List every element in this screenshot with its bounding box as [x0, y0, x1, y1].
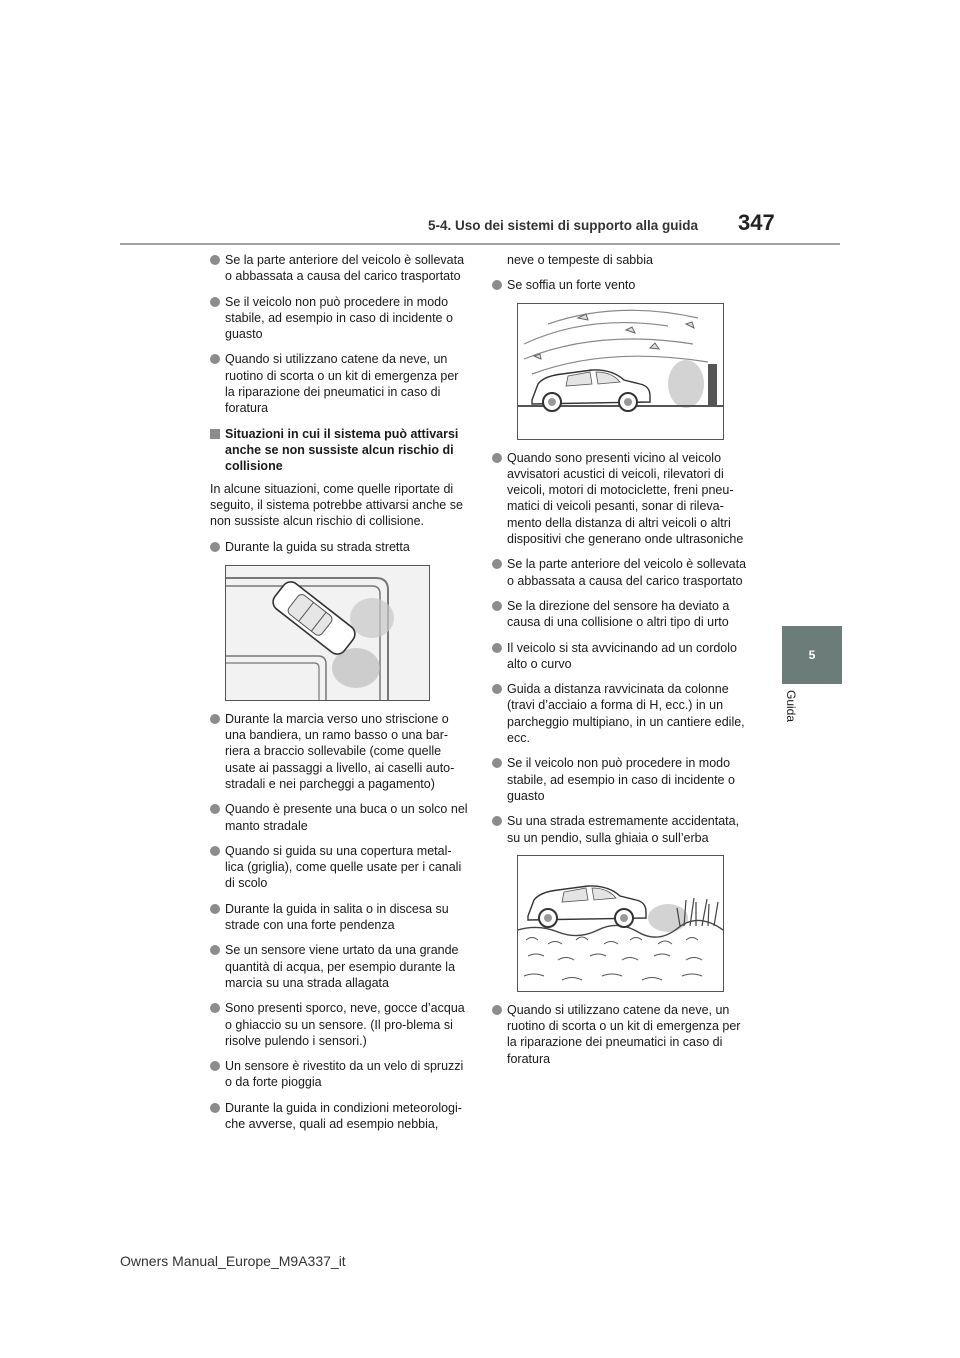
bullet-icon — [492, 559, 502, 569]
page-number: 347 — [738, 210, 775, 235]
strong-wind-illustration — [517, 303, 724, 440]
bullet-item: Sono presenti sporco, neve, gocce d’acqua o ghiaccio su un sensore. (Il pro-blema si risolve pulendo i sensori.) — [210, 1000, 468, 1049]
bullet-item: Il veicolo si sta avvicinando ad un cordolo alto o curvo — [492, 640, 750, 673]
bullet-item: Durante la guida in condizioni meteorologi-che avverse, quali ad esempio nebbia, — [210, 1100, 468, 1133]
bullet-icon — [210, 846, 220, 856]
bullet-icon — [210, 1061, 220, 1071]
footer-text: Owners Manual_Europe_M9A337_it — [120, 1253, 346, 1269]
right-column — [492, 252, 750, 1076]
bullet-icon — [492, 280, 502, 290]
bullet-item: Quando si utilizzano catene da neve, un ruotino di scorta o un kit di emergenza per la riparazione dei pneumatici in caso di foratura — [492, 1002, 750, 1067]
chapter-label-text: Guida — [784, 690, 798, 723]
bullet-item: Se la parte anteriore del veicolo è sollevata o abbassata a causa del carico trasportato — [492, 556, 750, 589]
bullet-icon — [210, 714, 220, 724]
bullet-icon — [210, 1103, 220, 1113]
bullet-item: Se un sensore viene urtato da una grande quantità di acqua, per esempio durante la marcia su una strada allagata — [210, 942, 468, 991]
bullet-icon — [492, 1005, 502, 1015]
bullet-item: Guida a distanza ravvicinata da colonne (travi d’acciaio a forma di H, ecc.) in un parcheggio multipiano, in un cantiere edile, ecc. — [492, 681, 750, 746]
bullet-item: Durante la guida in salita o in discesa su strade con una forte pendenza — [210, 901, 468, 934]
bullet-item: Durante la marcia verso uno striscione o una bandiera, un ramo basso o una bar-riera a braccio sollevabile (come quelle usate ai passaggi a livello, ai caselli auto-stradali e nei parcheggi a pagamento) — [210, 711, 468, 792]
left-column — [210, 252, 468, 1141]
bullet-icon — [492, 643, 502, 653]
narrow-road-illustration — [225, 565, 430, 701]
bullet-icon — [210, 297, 220, 307]
chapter-number: 5 — [808, 648, 816, 662]
bullet-icon — [210, 904, 220, 914]
bullet-item: Se il veicolo non può procedere in modo stabile, ad esempio in caso di incidente o guasto — [210, 294, 468, 343]
bullet-icon — [210, 945, 220, 955]
header-divider — [120, 243, 840, 245]
chapter-label — [784, 690, 804, 750]
bullet-item: Se la direzione del sensore ha deviato a causa di una collisione o altri tipo di urto — [492, 598, 750, 631]
bullet-item: Se la parte anteriore del veicolo è sollevata o abbassata a causa del carico trasportato — [210, 252, 468, 285]
rough-road-illustration — [517, 855, 724, 992]
bullet-item: Durante la guida su strada stretta — [210, 539, 468, 555]
bullet-item: Su una strada estremamente accidentata, su un pendio, sulla ghiaia o sull’erba — [492, 813, 750, 846]
bullet-icon — [210, 354, 220, 364]
section-heading: Situazioni in cui il sistema può attivarsi anche se non sussiste alcun rischio di collisione — [210, 426, 468, 475]
bullet-item: Un sensore è rivestito da un velo di spruzzi o da forte pioggia — [210, 1058, 468, 1091]
heading-square-icon — [210, 429, 220, 439]
bullet-icon — [210, 542, 220, 552]
bullet-icon — [492, 816, 502, 826]
bullet-item: Quando si guida su una copertura metal-lica (griglia), come quelle usate per i canali di scolo — [210, 843, 468, 892]
bullet-icon — [492, 453, 502, 463]
intro-paragraph: In alcune situazioni, come quelle riportate di seguito, il sistema potrebbe attivarsi anche se non sussiste alcun rischio di collisione. — [210, 481, 463, 529]
bullet-icon — [210, 804, 220, 814]
continued-text: neve o tempeste di sabbia — [507, 253, 653, 267]
bullet-icon — [210, 1003, 220, 1013]
bullet-item: Quando sono presenti vicino al veicolo avvisatori acustici di veicoli, rilevatori di veicoli, motori di motociclette, freni pneu-matici di veicoli pesanti, sonar di rileva-mento della distanza di altri veicoli o altri dispositivi che generano onde ultrasoniche — [492, 450, 750, 548]
bullet-icon — [210, 255, 220, 265]
bullet-icon — [492, 684, 502, 694]
bullet-item: Quando si utilizzano catene da neve, un ruotino di scorta o un kit di emergenza per la riparazione dei pneumatici in caso di foratura — [210, 351, 468, 416]
bullet-icon — [492, 758, 502, 768]
section-title: 5-4. Uso dei sistemi di supporto alla guida — [428, 218, 699, 233]
bullet-item: Quando è presente una buca o un solco nel manto stradale — [210, 801, 468, 834]
bullet-item: Se soffia un forte vento — [492, 277, 750, 293]
bullet-item: Se il veicolo non può procedere in modo stabile, ad esempio in caso di incidente o guasto — [492, 755, 750, 804]
bullet-icon — [492, 601, 502, 611]
chapter-tab — [782, 626, 842, 684]
